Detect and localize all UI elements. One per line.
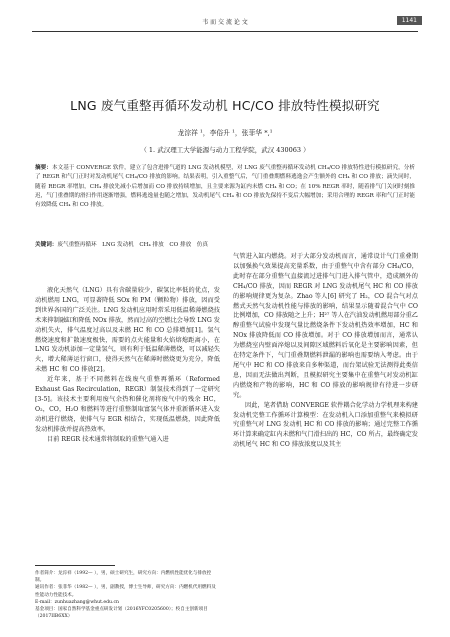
footnote-rule bbox=[35, 565, 115, 566]
keywords-text: 废气重整再循环 LNG 发动机 CH₄ 排放 CO 排放 仿真 bbox=[57, 242, 208, 248]
keywords bbox=[35, 241, 415, 250]
footnotes bbox=[35, 570, 220, 620]
header-rule bbox=[32, 31, 418, 32]
footnote-email: E-mail：zunhuazhang@whut.edu.cn bbox=[35, 599, 119, 605]
author-list: 龙淙祥 ¹，李俗升 ¹，张菲华 *,¹ bbox=[177, 129, 273, 137]
body-paragraph: 近年来，基于不同燃料在线废气重整再循环（Reformed Exhaust Gas Recirculation，REGR）制氢技术得到了一定研究[3-5]。该技术主要利用废气余热和催化剂将废气中的残余 HC，O₂，CO，H₂O 和燃料等进行重整制取富氢气体并重新循环进入发动机进行燃烧，使排气与 EGR 相结合，实现低温燃烧，因此降低发动机排放并提高热效率。 bbox=[35, 376, 220, 433]
body-paragraph: 液化天然气（LNG）具有含碳量较少，碳氢比率低的优点，发动机燃用 LNG，可显著降低 SOx 和 PM（颗粒物）排放，因而受到世界各国的广泛关注。LNG 发动机应用时常采用低温稀薄燃烧技术来抑制融缸和降低 NOx 排放，然而过高的空燃比会导致 LNG 发动机失火，排气温度过高以及未燃 HC 和 CO 总排增加[1]。氢气燃烧速度和扩散速度极快，需要的点火能量和火焰熔熄距离小，在 LNG 发动机添加一定量氢气，则有利于低温稀薄燃烧，可以减轻失火，增大稀薄运行窗口，使得天然气在稀薄时燃烧更为充分，降低未燃 HC 和 CO 排放[2]。 bbox=[35, 287, 220, 374]
paper-title: LNG 废气重整再循环发动机 HC/CO 排放特性模拟研究 bbox=[70, 98, 380, 113]
body-column-left bbox=[35, 286, 220, 445]
keywords-label: 关键词： bbox=[35, 242, 58, 248]
body-column-right bbox=[233, 252, 418, 450]
affiliation: （ 1. 武汉理工大学能源与动力工程学院，武汉 430063 ） bbox=[140, 146, 310, 154]
abstract-text: 本文基于 CONVERGE 软件，建立了包含进排气道的 LNG 发动机模型，对 LNG 废气重整再循环发动机 CH₄/CO 排放特性进行模拟研究，分析了 REGR 和气门正时对发动机尾气 CH₄/CO 排放的影响。结果表明，引入重整气后，气门重叠期燃料逃逸会产生额外的 CH₄ 和 CO 排放；滴失同时，随着 REGR 率增加，CH₄ 排放先减小后增加而 CO 排放持续增加，且主要来源为缸内未燃 CH₄ 和 CO；在 10% REGR 率时，随着排气门关闭时刻推迟，气门重叠期的滑扫作用逐渐增强，燃料逃逸量也随之增加，发动机尾气 CH₄ 和 CO 排放先保持不变后大幅增加；采用合理的 REGR 率和气门正时能有效降低 CH₄ 和 CO 排放。 bbox=[35, 165, 415, 209]
footnote-corresponding: 通讯作者：张菲华（1982— ），男，副教授，博士生导师，研究方向：内燃机代用燃料及性能动力性能技术。 bbox=[35, 585, 216, 598]
journal-name: 韦 而 交 流 论 文 bbox=[202, 19, 248, 26]
footnote-funding: 基金项目：国家自然科学基金重点研发计划（2016YFC0205600）；校自主创新项目（2017IIB6XX） bbox=[35, 607, 208, 620]
body-paragraph: 目前 REGR 技术通常将制取的重整气通入进 bbox=[47, 435, 169, 443]
page-header bbox=[0, 14, 450, 30]
body-paragraph: 气管进入缸内燃烧。对于大部分发动机而言，通常设计气门重叠期以加强换气效果提高充量系数，由于重整气中含有部分 CH₄/CO，此时存在部分重整气直接流过进排气门进入排气管中，造成额外的 CH₄/CO 排放，因而 REGR 对 LNG 发动机尾气 HC 和 CO 排放的影响规律更为复杂。Zhao 等人[6] 研究了 H₂，CO 混合气对点燃式天然气发动机性能与排放的影响，结果显示随着混合气中 CO 比例增加，CO 排放随之上升；H²⁷ 等人在汽油发动机燃用部分重乙醇重整气试验中发现气量比燃烧条件下发动机热效率增加，HC 和 NOx 排放降低而 CO 排放增加。对于 CO 排放增加而言，通常认为燃烧室内壁面淬熄以及间隙区域燃料后氧化是主要影响因素，但在特定条件下，气门重叠期燃料泄漏的影响也需要纳入考虑。由于尾气中 HC 和 CO 排放来自多种渠道，而台架试验无法测得此类信息，因而无法做出判断，且模拟研究主要集中在重整气对发动机缸内燃烧和产物的影响，HC 和 CO 排放的影响规律有待进一步研究。 bbox=[233, 253, 418, 399]
footnote-author-bio: 作者简介：龙淙祥（1992— ），男，硕士研究生，研究方向：内燃机性能优化与排放控制。 bbox=[35, 571, 212, 584]
abstract-label: 摘要： bbox=[35, 165, 52, 171]
abstract bbox=[35, 164, 415, 210]
body-paragraph: 因此，笔者借助 CONVERGE 软件耦合化学动力学机理来构建发动机完整工作循环计算模型：在发动机入口添加重整气来模拟研究重整气对 LNG 发动机 HC 和 CO 排放的影响；通过完整工作循环计算来确定缸内未燃和气门滑扫出的 HC，CO 所占，最终确定发动机尾气 HC 和 CO 排放浓度以及其主 bbox=[233, 401, 418, 449]
page-number: 1141 bbox=[397, 16, 422, 25]
